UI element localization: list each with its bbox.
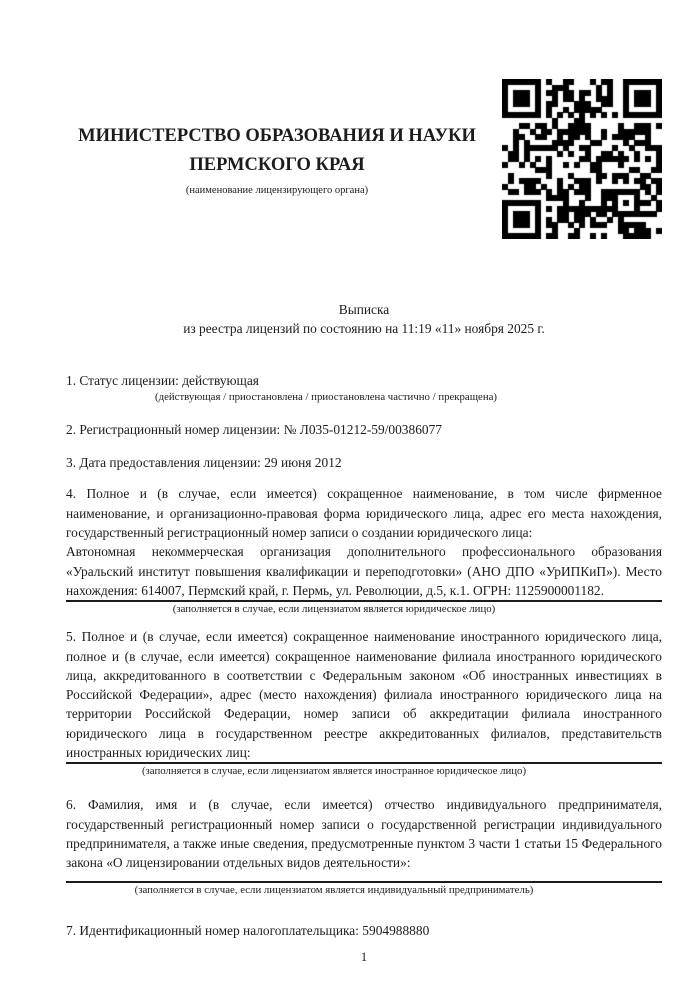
org-name bbox=[66, 122, 488, 180]
document-header bbox=[66, 78, 662, 240]
qr-code-container bbox=[502, 79, 662, 239]
entrepreneur-caption: (заполняется в случае, если лицензиатом является индивидуальный предприниматель) bbox=[134, 883, 534, 896]
page-number: 1 bbox=[360, 949, 368, 964]
org-name-line2: ПЕРМСКОГО КРАЯ bbox=[189, 154, 365, 175]
entrepreneur-text: 6. Фамилия, имя и (в случае, если имеется) отчество индивидуального предпринимателя, государственный регистрационный номер записи о государственной регистрации индивидуального предпринимателя, а также иные сведения, предусмотренные пунктом 3 части 1 статьи 15 Федерального закона «О лицензировании отдельных видов деятельности»: bbox=[66, 797, 662, 871]
license-status-text: 1. Статус лицензии: действующая bbox=[66, 372, 259, 388]
license-status-caption: (действующая / приостановлена / приостановлена частично / прекращена) bbox=[155, 390, 497, 403]
item-registration-number: 2. Регистрационный номер лицензии: № Л035-01212-59/00386077 bbox=[66, 421, 442, 437]
org-caption: (наименование лицензирующего органа) bbox=[185, 184, 369, 196]
item-grant-date: 3. Дата предоставления лицензии: 29 июня 2012 bbox=[66, 455, 342, 471]
document-title bbox=[66, 300, 662, 339]
legal-entity-intro: 4. Полное и (в случае, если имеется) сокращенное наименование, в том числе фирменное наименование, и организационно-правовая форма юридического лица, адрес его места нахождения, государственный регистрационный номер записи о создании юридического лица: bbox=[66, 486, 662, 541]
foreign-entity-caption: (заполняется в случае, если лицензиатом является иностранное юридическое лицо) bbox=[141, 765, 527, 778]
item-foreign-entity bbox=[66, 627, 662, 778]
qr-code-icon bbox=[502, 79, 662, 239]
org-name-line1: МИНИСТЕРСТВО ОБРАЗОВАНИЯ И НАУКИ bbox=[78, 125, 476, 146]
legal-entity-caption: (заполняется в случае, если лицензиатом является юридическое лицо) bbox=[172, 603, 496, 616]
item-taxpayer-number: 7. Идентификационный номер налогоплательщика: 5904988880 bbox=[66, 922, 430, 938]
item-individual-entrepreneur bbox=[66, 795, 662, 896]
issuing-authority-block bbox=[66, 122, 502, 197]
legal-entity-value: Автономная некоммерческая организация дополнительного профессионального образования «Уральский институт повышения квалификации и переподготовки» (АНО ДПО «УрИПКиП»). Место нахождения: 614007, Пермский край, г. Пермь, ул. Революции, д.5, к.1. ОГРН: 1125900001182. bbox=[66, 544, 662, 598]
document-title-line2: из реестра лицензий по состоянию на 11:19 «11» ноября 2025 г. bbox=[183, 321, 545, 337]
item-license-status bbox=[66, 371, 662, 404]
item-legal-entity bbox=[66, 484, 662, 616]
document-title-line1: Выписка bbox=[338, 302, 390, 317]
foreign-entity-text: 5. Полное и (в случае, если имеется) сокращенное наименование иностранного юридического лица, полное и (в случае, если имеется) сокращенное наименование филиала иностранного юридического лица, аккредитованного в соответствии с Федеральным законом «Об иностранных инвестициях в Российской Федерации», адрес (место нахождения) филиала иностранного юридического лица на территории Российской Федерации, номер записи об аккредитации филиала иностранного юридического лица в государственном реестре аккредитованных филиалов, представительств иностранных юридических лиц: bbox=[66, 629, 662, 761]
